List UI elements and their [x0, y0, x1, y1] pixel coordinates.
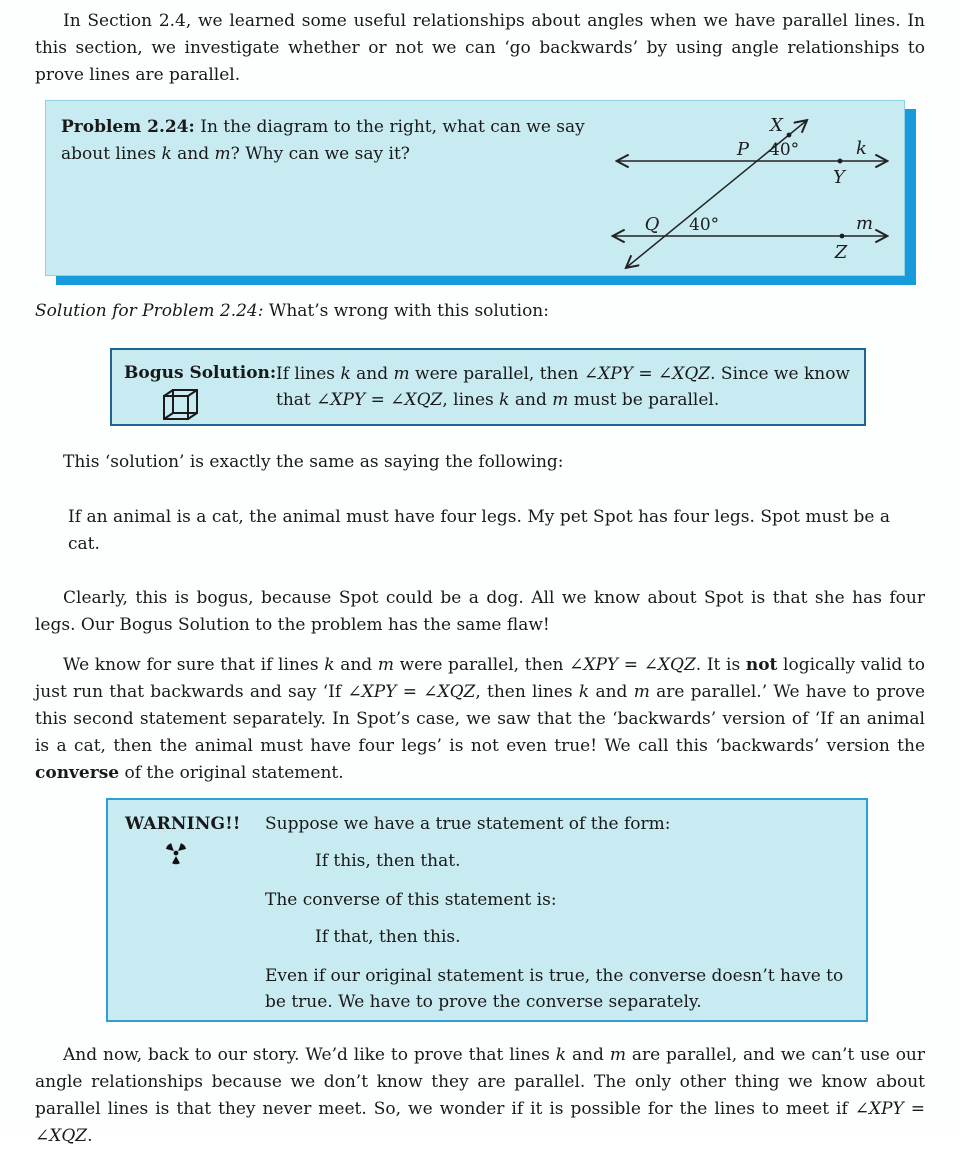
bogus-label-column — [124, 360, 276, 416]
solution-intro-line: Solution for Problem 2.24: What’s wrong with this solution: — [35, 301, 549, 321]
label-X: X — [770, 115, 783, 136]
label-k: k — [856, 138, 867, 159]
label-P: P — [736, 139, 749, 160]
warning-line-if-this: If this, then that. — [315, 851, 461, 871]
point-X-dot — [787, 133, 792, 138]
converse-paragraph: We know for sure that if lines k and m were parallel, then ∠XPY = ∠XQZ. It is not logically valid to just run that backwards and say ‘If ∠XPY = ∠XQZ, then lines k and m are parallel.’ We have to prove this second statement separately. In Spot’s case, we saw that the ‘backwards’ version of ‘If an animal is a cat, then the animal must have four legs’ is not even true! We call this ‘backwards’ version the converse of the original statement. — [35, 655, 926, 783]
label-Y: Y — [833, 167, 845, 188]
label-Q: Q — [644, 214, 660, 235]
radiation-icon — [163, 840, 189, 866]
warning-label: WARNING!! — [125, 814, 241, 834]
point-Z-dot — [840, 234, 845, 239]
warning-box — [106, 798, 868, 1022]
same-as-paragraph: This ‘solution’ is exactly the same as saying the following: — [63, 452, 564, 472]
intro-paragraph: In Section 2.4, we learned some useful relationships about angles when we have parallel lines. In this section, we investigate whether or not we can ‘go backwards’ by using angle relationships to prove lines are parallel. — [35, 11, 925, 85]
clearly-paragraph: Clearly, this is bogus, because Spot could be a dog. All we know about Spot is that she has four legs. Our Bogus Solution to the problem has the same flaw! — [35, 588, 925, 635]
problem-label: Problem 2.24: — [61, 117, 195, 137]
warning-line-suppose: Suppose we have a true statement of the form: — [265, 814, 671, 834]
warning-line-if-that: If that, then this. — [315, 927, 461, 947]
bogus-solution-box — [110, 348, 866, 426]
warning-line-even-if: Even if our original statement is true, the converse doesn’t have to be true. We have to prove the converse separately. — [265, 966, 844, 1012]
final-paragraph: And now, back to our story. We’d like to prove that lines k and m are parallel, and we can’t use our angle relationships because we don’t know they are parallel. The only other thing we know about parallel lines is that they never meet. So, we wonder if it is possible for the lines to meet if ∠XPY = ∠XQZ. — [35, 1045, 925, 1146]
label-m: m — [856, 213, 874, 234]
bogus-solution-label: Bogus Solution: — [124, 363, 277, 383]
warning-body — [265, 811, 852, 1012]
cat-analogy-block: If an animal is a cat, the animal must have four legs. My pet Spot has four legs. Spot must be a cat. — [68, 507, 890, 554]
problem-body: In the diagram to the right, what can we say about lines k and m? Why can we say it? — [61, 117, 585, 164]
angle-bottom-label: 40° — [689, 215, 720, 235]
impossible-cube-icon — [160, 387, 202, 423]
point-Y-dot — [838, 159, 843, 164]
parallel-lines-diagram — [602, 103, 898, 275]
problem-box — [45, 100, 905, 276]
label-Z: Z — [834, 242, 848, 263]
problem-statement — [61, 114, 606, 168]
angle-top-label: 40° — [769, 140, 800, 160]
bogus-solution-text: If lines k and m were parallel, then ∠XPY = ∠XQZ. Since we know that ∠XPY = ∠XQZ, lines k and m must be parallel. — [276, 364, 850, 410]
warning-label-column — [125, 811, 265, 1012]
warning-line-converse-is: The converse of this statement is: — [265, 890, 557, 910]
